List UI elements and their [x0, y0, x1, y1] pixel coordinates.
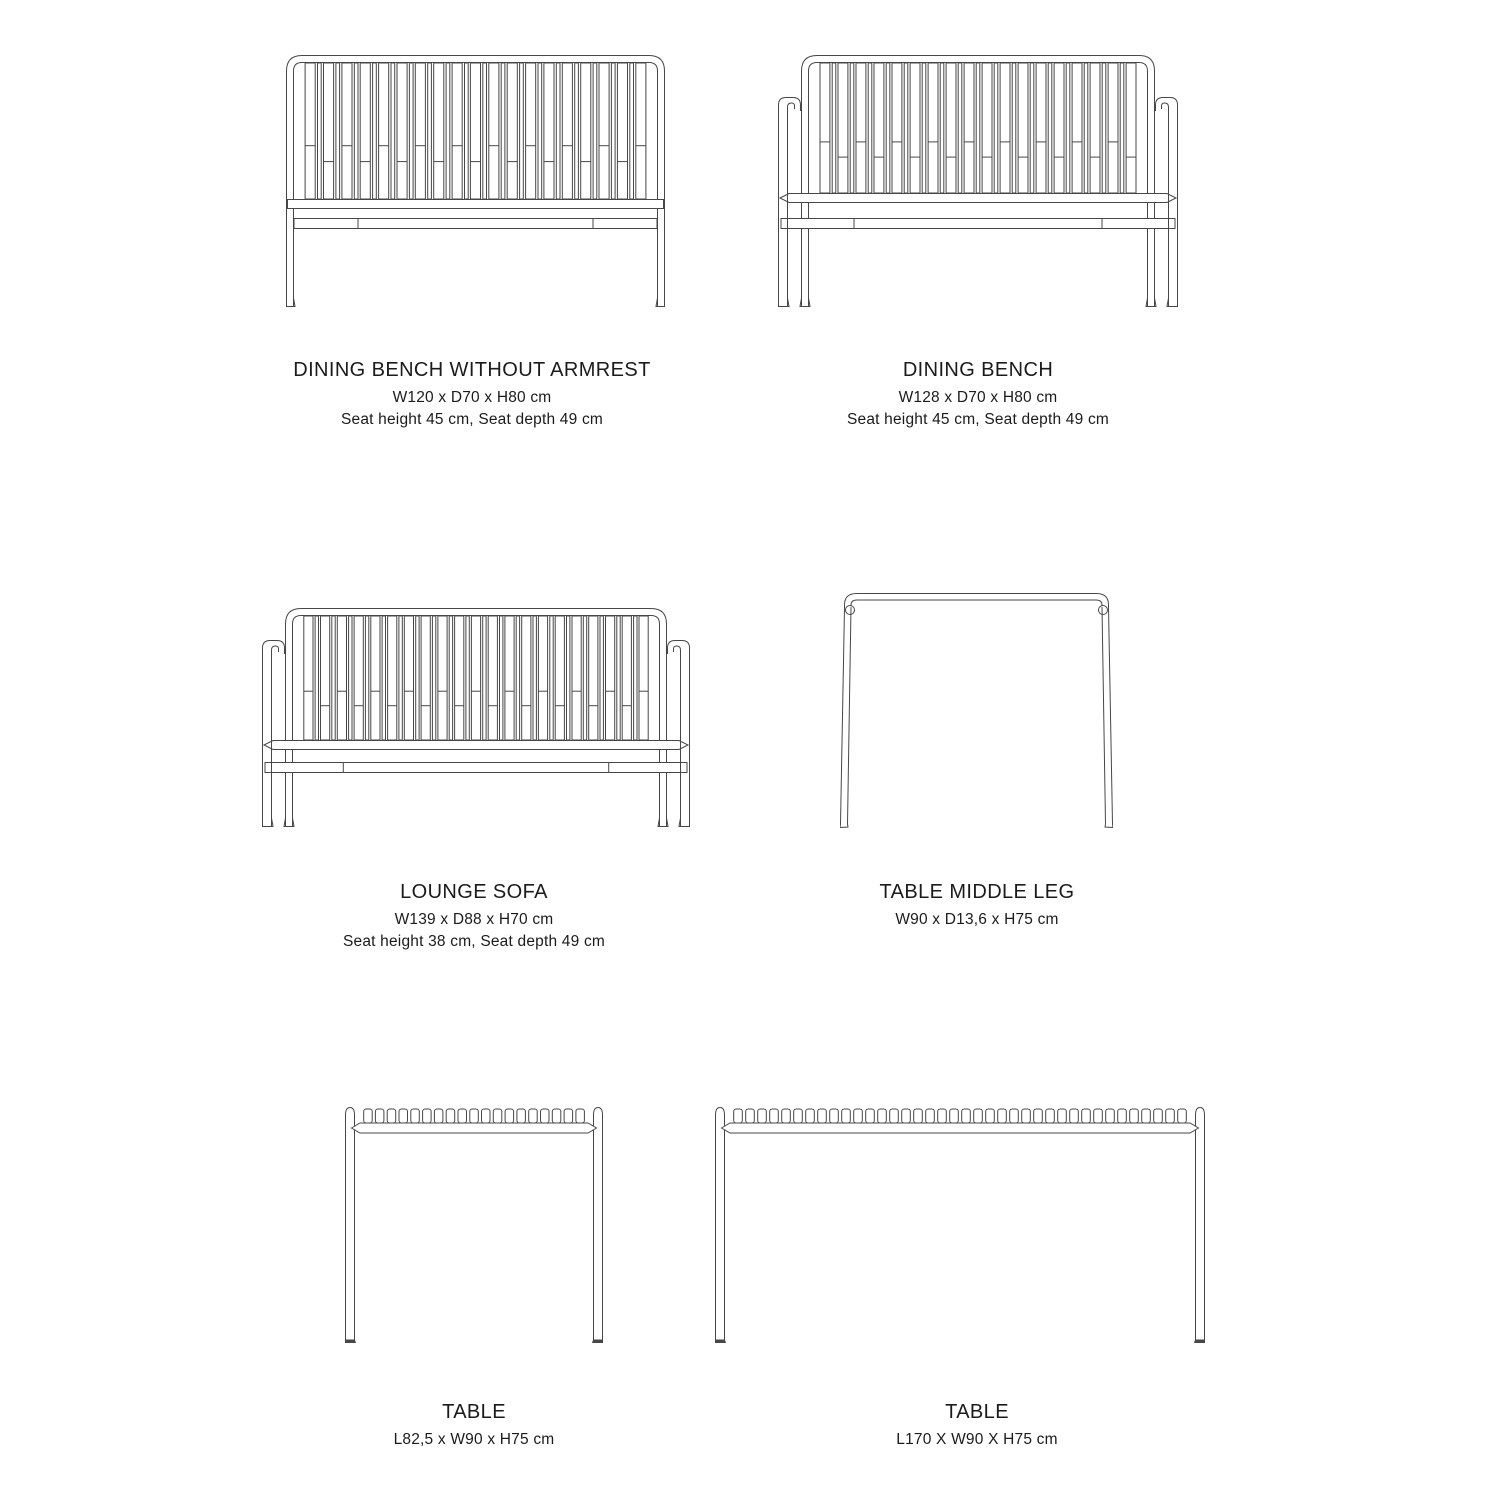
- table-middle-leg-drawing: [840, 593, 1113, 828]
- product-dimensions: L170 X W90 X H75 cm: [896, 1431, 1058, 1448]
- product-name: TABLE: [442, 1401, 506, 1423]
- product-dimensions: L82,5 x W90 x H75 cm: [393, 1431, 555, 1448]
- table-small-drawing: [345, 1107, 603, 1343]
- product-name: LOUNGE SOFA: [400, 881, 548, 903]
- product-seat-dimensions: Seat height 45 cm, Seat depth 49 cm: [340, 411, 604, 428]
- product-name: DINING BENCH WITHOUT ARMREST: [293, 359, 651, 381]
- dining-bench-drawing: [778, 55, 1178, 308]
- product-seat-dimensions: Seat height 45 cm, Seat depth 49 cm: [846, 411, 1110, 428]
- product-name: DINING BENCH: [902, 359, 1054, 381]
- product-name: TABLE: [945, 1401, 1009, 1423]
- table-large-drawing: [715, 1107, 1205, 1343]
- product-name: TABLE MIDDLE LEG: [879, 881, 1075, 903]
- product-dimensions: W90 x D13,6 x H75 cm: [895, 911, 1059, 928]
- product-caption: [677, 879, 1277, 931]
- product-caption: [678, 357, 1278, 431]
- product-caption: [677, 1399, 1277, 1451]
- product-dimensions: W120 x D70 x H80 cm: [392, 389, 552, 406]
- lounge-sofa-drawing: [262, 608, 690, 828]
- product-seat-dimensions: Seat height 38 cm, Seat depth 49 cm: [342, 933, 606, 950]
- dining-bench-without-armrest-drawing: [286, 55, 665, 308]
- product-dimensions: W139 x D88 x H70 cm: [394, 911, 554, 928]
- product-dimensions: W128 x D70 x H80 cm: [898, 389, 1058, 406]
